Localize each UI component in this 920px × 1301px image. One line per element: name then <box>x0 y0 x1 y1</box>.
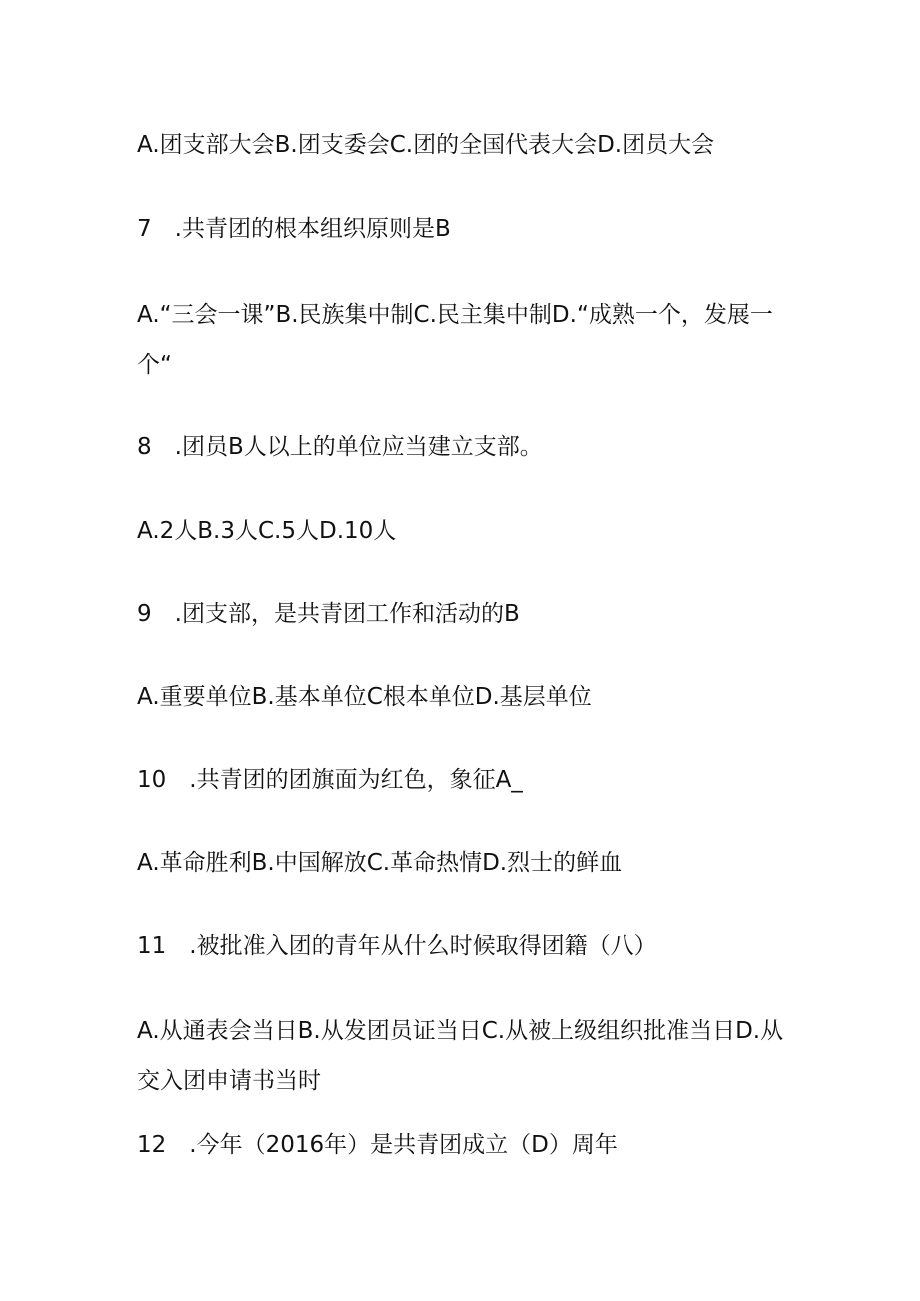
question-8: 8 .团员B人以上的单位应当建立支部。 <box>137 434 543 460</box>
question-9: 9 .团支部，是共青团工作和活动的B <box>137 601 520 627</box>
answer-options-q7: A.“三会一课”B.民族集中制C.民主集中制D.“成熟一个，发展一个“ <box>137 302 773 378</box>
answer-options-q8: A.2人B.3人C.5人D.10人 <box>137 518 397 544</box>
question-11: 11 .被批准入团的青年从什么时候取得团籍（八） <box>137 933 657 959</box>
answer-options-q9: A.重要单位B.基本单位C根本单位D.基层单位 <box>137 684 592 710</box>
question-10: 10 .共青团的团旗面为红色，象征A_ <box>137 767 523 793</box>
answer-options-q10: A.革命胜利B.中国解放C.革命热情D.烈士的鲜血 <box>137 850 623 876</box>
answer-options-q6: A.团支部大会B.团支委会C.团的全国代表大会D.团员大会 <box>137 132 715 158</box>
question-12: 12 .今年（2016年）是共青团成立（D）周年 <box>137 1132 618 1158</box>
question-7: 7 .共青团的根本组织原则是B <box>137 216 451 242</box>
answer-options-q11: A.从通表会当日B.从发团员证当日C.从被上级组织批准当日D.从交入团申请书当时 <box>137 1018 784 1094</box>
